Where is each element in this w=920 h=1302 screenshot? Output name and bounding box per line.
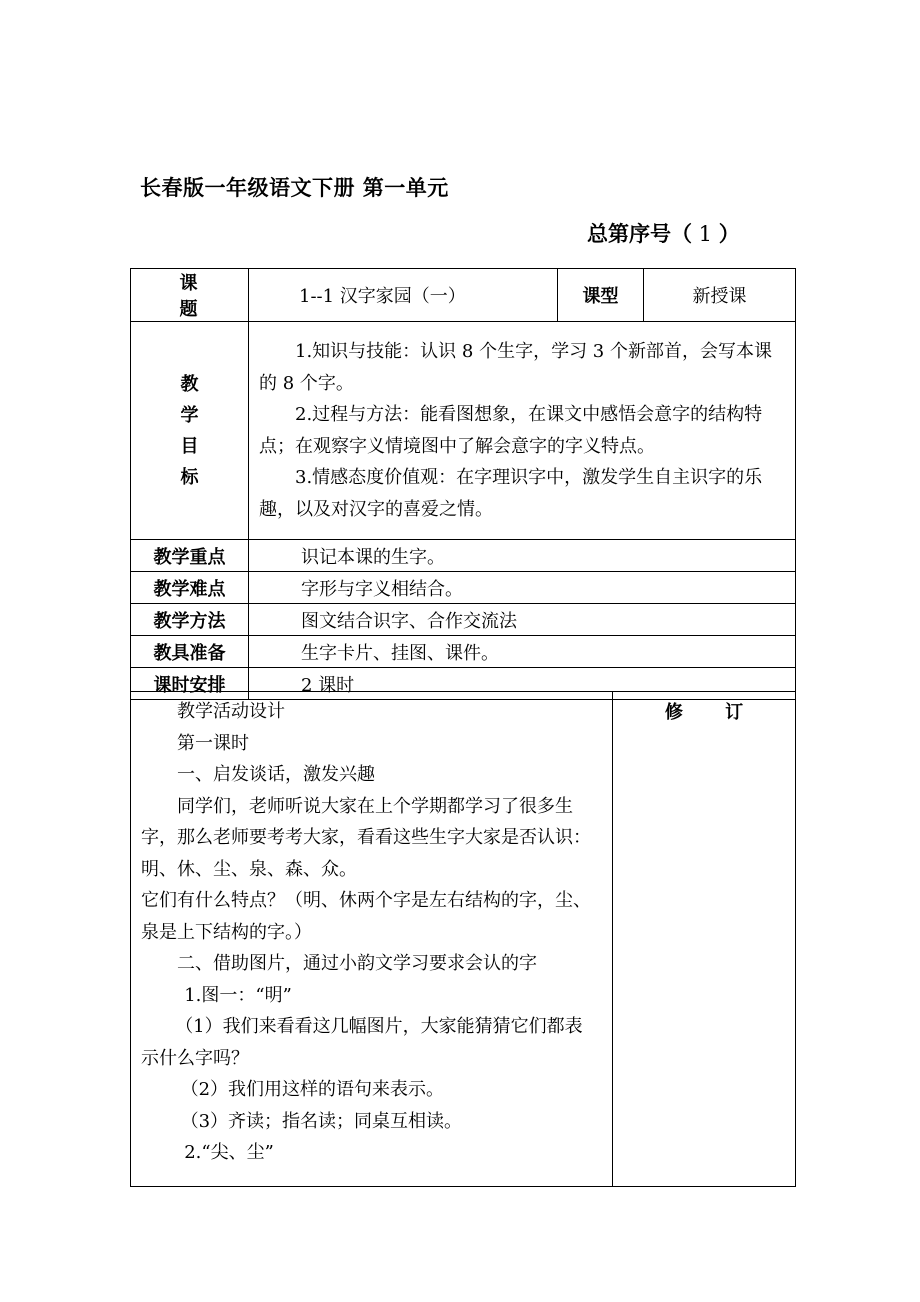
- goal-item: 3.情感态度价值观：在字理识字中，激发学生自主识字的乐趣，以及对汉字的喜爱之情。: [259, 467, 763, 520]
- goals-label-char: 教: [180, 373, 199, 395]
- serial-close: ）: [718, 222, 740, 246]
- key-points-label: 教学重点: [131, 540, 249, 572]
- plan-line: 一、启发谈话，激发兴趣: [177, 764, 375, 785]
- lesson-info-table: [130, 268, 796, 700]
- serial-value: 1: [692, 222, 719, 246]
- goals-label-char: 标: [180, 466, 199, 488]
- goals-label-char: 目: [180, 435, 199, 457]
- method-label: 教学方法: [131, 604, 249, 636]
- plan-line: 它们有什么特点？（明、休两个字是左右结构的字，尘、泉是上下结构的字。）: [141, 890, 591, 943]
- topic-value: 1--1 汉字家园（一）: [249, 269, 558, 322]
- document-title: 长春版一年级语文下册 第一单元: [140, 176, 449, 200]
- plan-line: （3）齐读；指名读；同桌互相读。: [180, 1110, 463, 1132]
- key-points-value: 识记本课的生字。: [249, 540, 796, 572]
- plan-line: 2.“尖、尘”: [184, 1142, 274, 1163]
- difficulties-value: 字形与字义相结合。: [249, 572, 796, 604]
- serial-label: 总第序号（: [587, 222, 692, 246]
- plan-line: （1）我们来看看这几幅图片，大家能猜猜它们都表示什么字吗？: [141, 1016, 583, 1069]
- plan-line: 教学活动设计: [177, 701, 285, 722]
- plan-line: 1.图一：“明”: [184, 984, 292, 1006]
- materials-label: 教具准备: [131, 636, 249, 668]
- revision-column: [613, 692, 796, 1187]
- topic-label: 课 题: [131, 269, 249, 322]
- plan-line: 同学们，老师听说大家在上个学期都学习了很多生字，那么老师要考考大家，看看这些生字大家是否认识：明、休、尘、泉、森、众。: [141, 795, 591, 880]
- activity-plan: [131, 692, 613, 1187]
- difficulties-label: 教学难点: [131, 572, 249, 604]
- revision-label: 修 订: [664, 702, 762, 723]
- serial-number: [587, 218, 740, 248]
- goals-label-char: 学: [180, 404, 199, 426]
- goals-label: [131, 322, 249, 540]
- method-value: 图文结合识字、合作交流法: [249, 604, 796, 636]
- goal-item: 2.过程与方法：能看图想象，在课文中感悟会意字的结构特点；在观察字义情境图中了解会意字的字义特点。: [259, 404, 763, 457]
- schedule-label: 课时安排: [131, 668, 249, 700]
- goal-item: 1.知识与技能：认识 8 个生字，学习 3 个新部首，会写本课的 8 个字。: [259, 341, 772, 394]
- plan-line: 二、借助图片，通过小韵文学习要求会认的字: [177, 953, 537, 974]
- schedule-value: 2 课时: [249, 668, 796, 700]
- activity-design-table: [130, 691, 796, 1187]
- goals-content: [249, 322, 796, 540]
- materials-value: 生字卡片、挂图、课件。: [249, 636, 796, 668]
- plan-line: （2）我们用这样的语句来表示。: [180, 1079, 445, 1100]
- type-value: 新授课: [644, 269, 796, 322]
- plan-line: 第一课时: [177, 732, 249, 754]
- type-label: 课型: [558, 269, 644, 322]
